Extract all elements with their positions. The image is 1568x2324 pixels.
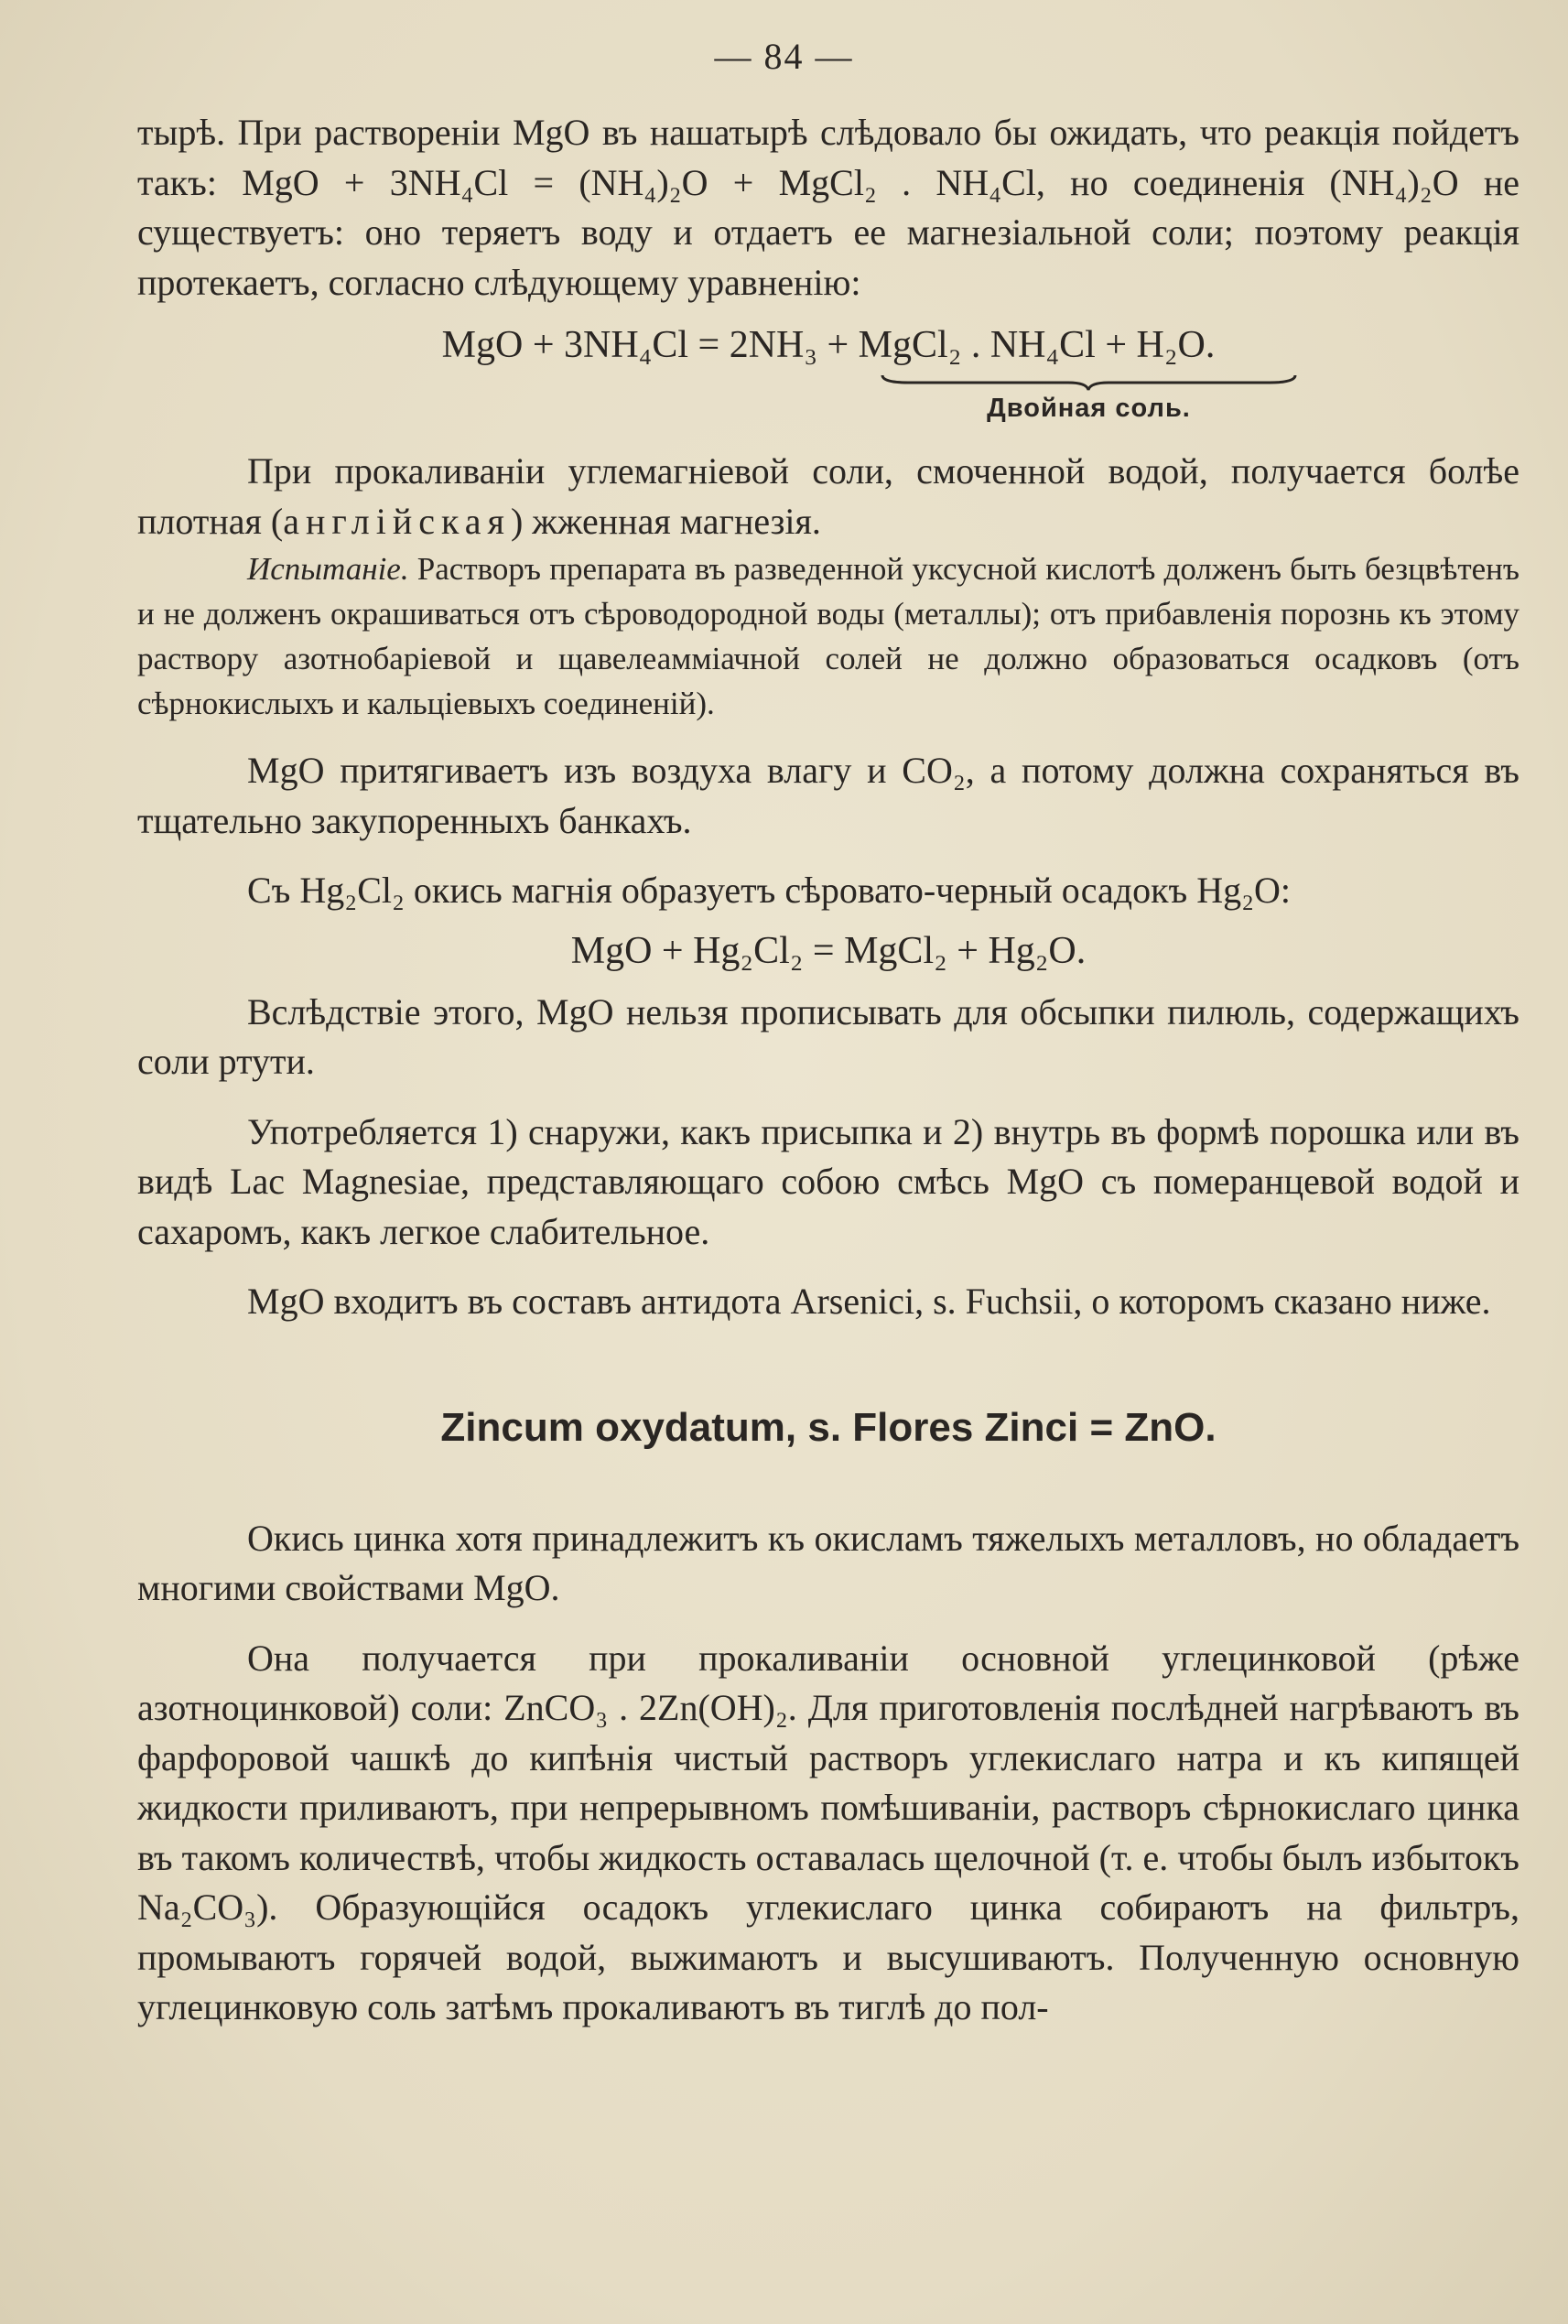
spaced-word-english: англійская [283,500,511,542]
paragraph-mgo-dissolution: тырѣ. При раствореніи MgO въ нашатырѣ слѣдовало бы ожидать, что реакція пойдетъ такъ: MgO + 3NH₄Cl = (NH₄)₂O + MgCl₂ . NH₄Cl, но соединенія (NH₄)₂O не существуетъ: оно теряетъ воду и отдаетъ ее магнезіальной соли; поэтому реакція протекаетъ, согласно слѣдующему уравненію: [137,112,1519,303]
paragraph-pills: Вслѣдствіе этого, MgO нельзя прописывать для обсыпки пилюль, содержащихъ соли ртути. [137,990,1519,1082]
equation-mgo-ammonium-chloride: MgO + 3NH₄Cl = 2NH₃ + MgCl₂ . NH₄Cl + H₂O. [441,324,1216,366]
paragraph-storage: MgO притягиваетъ изъ воздуха влагу и CO₂, а потому должна сохраняться въ тщательно закупоренныхъ банкахъ. [137,750,1519,841]
paragraph-usage: Употребляется 1) снаружи, какъ присыпка и 2) внутрь въ формѣ порошка или въ видѣ Lac Magnesiae, представляющаго собою смѣсь MgO съ померанцевой водой и сахаромъ, какъ легкое слабительное. [137,1110,1519,1252]
paragraph-calomel: Съ Hg₂Cl₂ окись магнія образуетъ сѣровато-черный осадокъ Hg₂O: [247,870,1292,911]
testing-text: Растворъ препарата въ разведенной уксусной кислотѣ долженъ быть безцвѣтенъ и не долженъ окрашиваться отъ сѣроводородной воды (металлы); отъ прибавленія порознь къ этому раствору азотнобаріевой и щавелеамміачной солей не должно образоваться осадковъ (отъ сѣрнокислыхъ и кальціевыхъ соединеній). [137,551,1519,721]
paragraph-zinc-preparation: Она получается при прокаливаніи основной углецинковой (рѣже азотноцинковой) соли: ZnCO₃ . 2Zn(OH)₂. Для приготовленія послѣдней нагрѣваютъ въ фарфоровой чашкѣ до кипѣнія чистый растворъ углекислаго натра и къ кипящей жидкости приливаютъ, при непрерывномъ помѣшиваніи, растворъ сѣрнокислаго цинка въ такомъ количествѣ, чтобы жидкость оставалась щелочной (т. е. чтобы былъ избытокъ Na₂CO₃). Образующійся осадокъ углекислаго цинка собираютъ на фильтръ, промываютъ горячей водой, выжимаютъ и высушиваютъ. Полученную основную углецинковую соль затѣмъ прокаливаютъ въ тиглѣ до пол- [137,1637,1519,2027]
page-body [137,108,1519,2033]
page-number: — 84 — [714,36,854,77]
equation-mgo-calomel: MgO + Hg₂Cl₂ = MgCl₂ + Hg₂O. [570,929,1087,972]
paragraph-testing [137,546,1519,726]
testing-label: Испытаніе. [247,551,409,587]
paragraph-zinc-intro: Окись цинка хотя принадлежитъ къ окисламъ тяжелыхъ металловъ, но обладаетъ многими свойствами MgO. [137,1517,1519,1608]
underbrace-icon [881,373,1297,392]
paragraph-antidote: MgO входитъ въ составъ антидота Arsenici, s. Fuchsii, о которомъ сказано ниже. [247,1281,1491,1322]
section-heading-zinc-oxide: Zincum oxydatum, s. Flores Zinci = ZnO. [440,1404,1217,1450]
paragraph-calcination-text-start: При прокаливаніи углемагніевой соли, смоченной водой, получается болѣе плотная ( [137,450,1519,542]
paragraph-calcination [137,447,1519,546]
double-salt-brace [137,373,1519,427]
double-salt-label: Двойная соль. [987,394,1191,423]
paragraph-calcination-text-end: ) жженная магнезія. [510,500,821,542]
